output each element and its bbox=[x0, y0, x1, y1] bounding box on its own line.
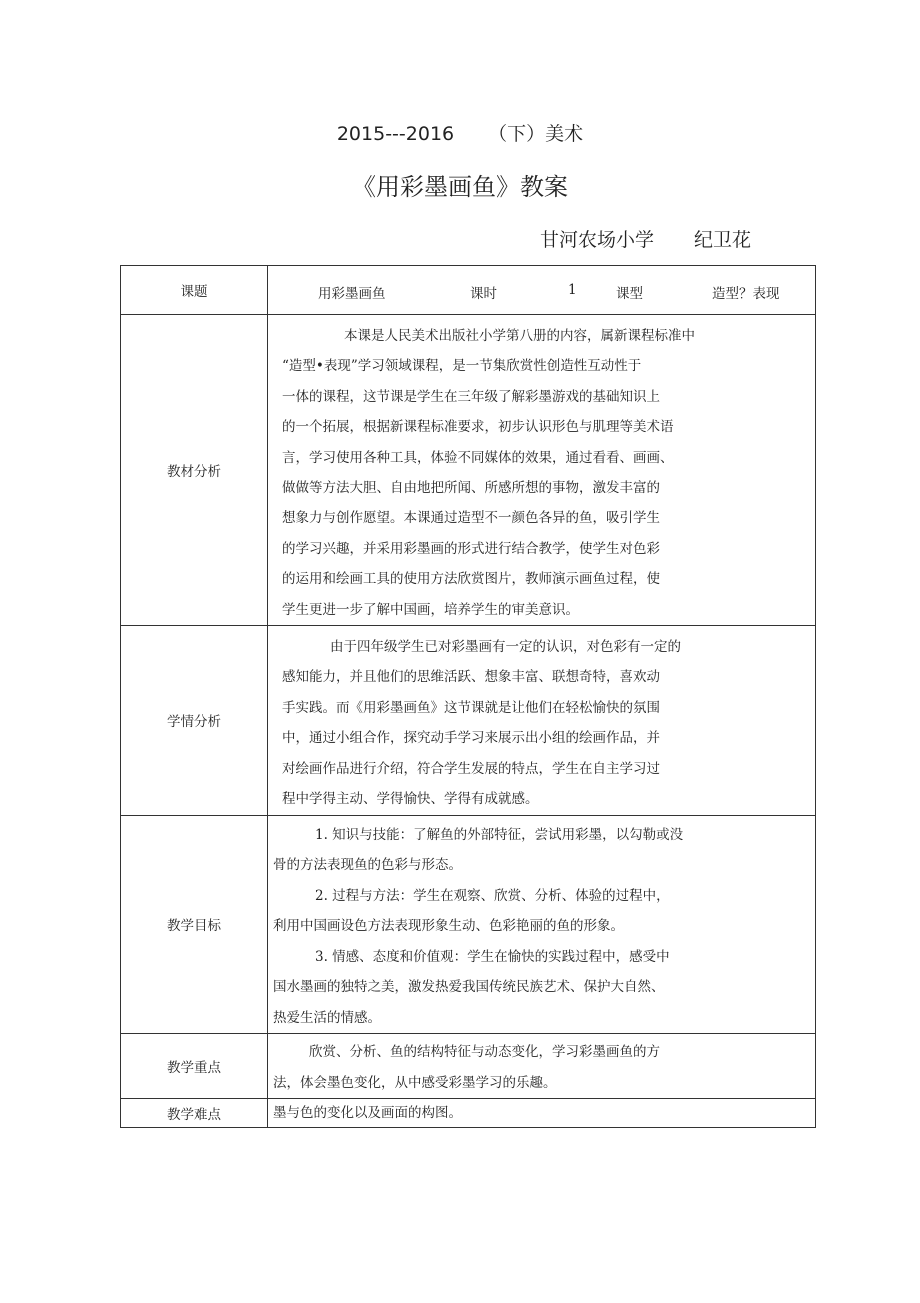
goals-label: 教学目标 bbox=[121, 815, 268, 1034]
info-row bbox=[121, 266, 816, 315]
hours-value: 1 bbox=[568, 282, 577, 298]
goal-1-line-1: 1. 知识与技能：了解鱼的外部特征，尝试用彩墨，以勾勒或没 bbox=[315, 826, 684, 843]
goals-row bbox=[121, 815, 816, 1034]
goals-cell bbox=[268, 815, 816, 1034]
keypoints-line-2: 法，体会墨色变化，从中感受彩墨学习的乐趣。 bbox=[273, 1074, 557, 1091]
students-label: 学情分析 bbox=[121, 626, 268, 815]
school-name: 甘河农场小学 bbox=[540, 229, 655, 251]
school-year: 2015---2016 bbox=[336, 123, 455, 145]
title-year-subject bbox=[0, 121, 920, 147]
difficulties-text: 墨与色的变化以及画面的构图。 bbox=[273, 1105, 462, 1121]
goal-3-line-3: 热爱生活的情感。 bbox=[273, 1009, 381, 1026]
type-value: 造型？表现 bbox=[712, 286, 780, 302]
goal-3-line-1: 3. 情感、态度和价值观：学生在愉快的实践过程中，感受中 bbox=[315, 948, 670, 965]
keypoints-label: 教学重点 bbox=[121, 1034, 268, 1099]
students-cell bbox=[268, 626, 816, 815]
difficulties-label: 教学难点 bbox=[121, 1099, 268, 1128]
keypoints-cell bbox=[268, 1034, 816, 1099]
goals-content bbox=[268, 816, 815, 1034]
goal-2-line-1: 2. 过程与方法：学生在观察、欣赏、分析、体验的过程中， bbox=[315, 887, 670, 904]
lesson-plan-table bbox=[120, 265, 816, 1128]
material-label: 教材分析 bbox=[121, 315, 268, 626]
goal-2-line-2: 利用中国画设色方法表现形象生动、色彩艳丽的鱼的形象。 bbox=[273, 918, 624, 934]
difficulties-row bbox=[121, 1099, 816, 1128]
term-subject: （下）美术 bbox=[488, 123, 584, 145]
keypoints-row bbox=[121, 1034, 816, 1099]
material-text: 本课是人民美术出版社小学第八册的内容，属新课程标准中 “造型•表现”学习领域课程，是一节集欣赏性创造性互动性于 一体的课程，这节课是学生在三年级了解彩墨游戏的基础知识上 的一个拓展，根据新课程标准要求，初步认识形色与肌理等美术语 言，学习使用各种工具，体验不同媒体的效果，通过看看、画画、 做做等方法大胆、自由地把所闻、所感所想的事物，激发丰富的 想象力与创作愿望。本课通过造型不一颜色各异的鱼，吸引学生 的学习兴趣，并采用彩墨画的形式进行结合教学，使学生对色彩 的运用和绘画工具的使用方法欣赏图片，教师演示画鱼过程，使 学生更进一步了解中国画，培养学生的审美意识。 bbox=[282, 328, 695, 618]
keypoints-line-1: 欣赏、分析、鱼的结构特征与动态变化，学习彩墨画鱼的方 bbox=[309, 1044, 660, 1060]
goal-3-line-2: 国水墨画的独特之美，激发热爱我国传统民族艺术、保护大自然、 bbox=[273, 979, 665, 995]
material-cell bbox=[268, 315, 816, 626]
teacher-name: 纪卫花 bbox=[694, 229, 752, 251]
topic-value: 用彩墨画鱼 bbox=[318, 286, 386, 302]
lesson-title: 《用彩墨画鱼》教案 bbox=[352, 173, 568, 201]
keypoints-content bbox=[268, 1034, 815, 1098]
students-row bbox=[121, 626, 816, 815]
type-label: 课型 bbox=[616, 286, 643, 302]
info-cell bbox=[268, 266, 816, 315]
material-row bbox=[121, 315, 816, 626]
students-text: 由于四年级学生已对彩墨画有一定的认识，对色彩有一定的 感知能力，并且他们的思维活跃、想象丰富、联想奇特，喜欢动 手实践。而《用彩墨画鱼》这节课就是让他们在轻松愉快的氛围 中，通过小组合作，探究动手学习来展示出小组的绘画作品，并 对绘画作品进行介绍，符合学生发展的特点，学生在自主学习过 程中学得主动、学得愉快、学得有成就感。 bbox=[282, 639, 681, 808]
goal-1-line-2: 骨的方法表现鱼的色彩与形态。 bbox=[273, 857, 462, 873]
author-line bbox=[540, 226, 751, 254]
difficulties-cell bbox=[268, 1099, 816, 1128]
topic-label: 课题 bbox=[121, 266, 268, 315]
hours-label: 课时 bbox=[470, 286, 497, 302]
